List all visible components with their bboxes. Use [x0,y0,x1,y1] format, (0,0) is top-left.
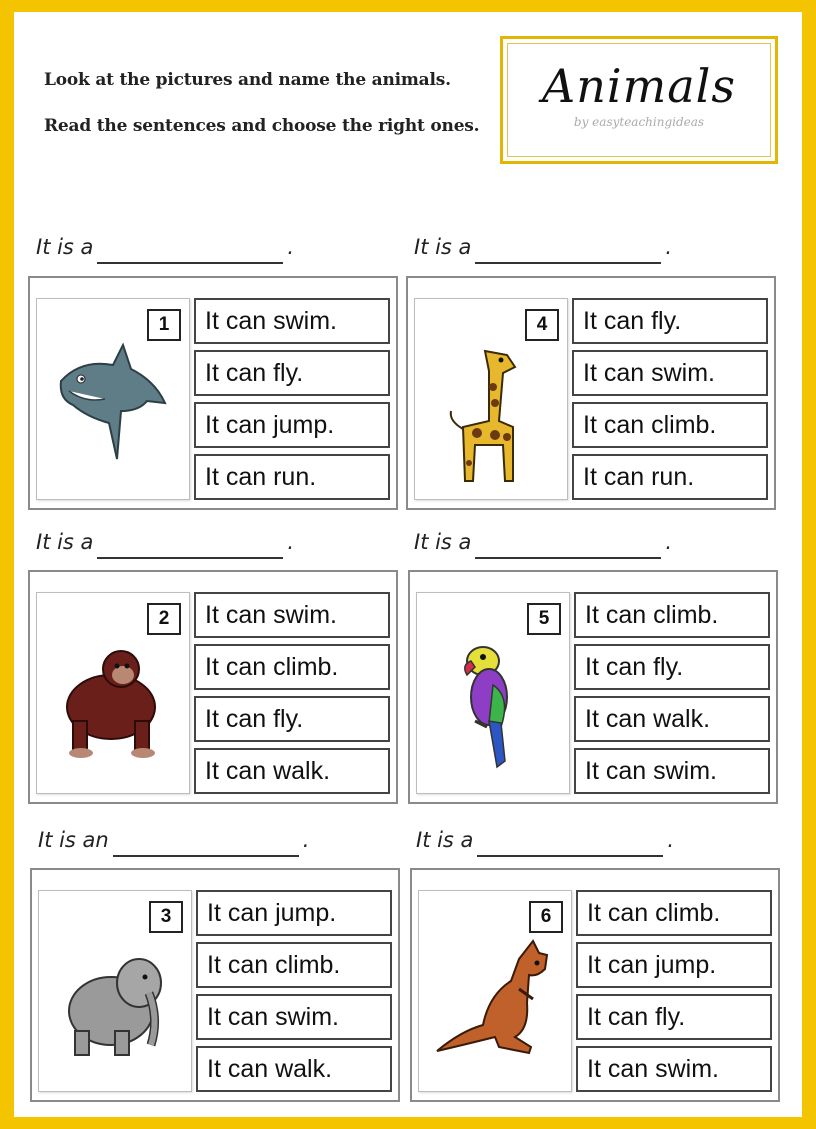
option-box[interactable]: It can run. [194,454,390,500]
answer-blank-2[interactable] [97,533,283,559]
parrot-icon [431,635,557,775]
animal-card-4 [406,276,776,510]
option-box[interactable]: It can jump. [576,942,772,988]
option-box[interactable]: It can walk. [194,748,390,794]
prompt-text: It is a [414,530,472,554]
prompt-text: It is a [36,530,94,554]
option-list [194,592,390,800]
watermark [77,491,157,497]
answer-blank-4[interactable] [475,238,661,264]
option-box[interactable]: It can fly. [572,298,768,344]
picture-panel [414,298,568,500]
title-box [500,36,778,164]
title-byline: by easyteachingideas [573,115,705,129]
gorilla-icon [51,635,177,765]
option-list [196,890,392,1098]
option-box[interactable]: It can walk. [574,696,770,742]
option-box[interactable]: It can swim. [574,748,770,794]
worksheet-title: Animals [542,59,736,113]
answer-prompt-5: It is a . [414,530,672,559]
option-list [574,592,770,800]
answer-blank-1[interactable] [97,238,283,264]
elephant-icon [53,933,179,1063]
option-box[interactable]: It can climb. [574,592,770,638]
worksheet-page [14,12,802,1117]
option-box[interactable]: It can swim. [576,1046,772,1092]
answer-blank-5[interactable] [475,533,661,559]
card-number: 6 [529,901,563,933]
option-list [572,298,768,506]
option-box[interactable]: It can swim. [196,994,392,1040]
instructions [44,70,514,162]
answer-prompt-6: It is a . [416,828,674,857]
option-box[interactable]: It can swim. [572,350,768,396]
card-number: 3 [149,901,183,933]
instruction-choose-sentences: Read the sentences and choose the right ones. [44,116,480,136]
answer-blank-3[interactable] [113,831,299,857]
option-box[interactable]: It can climb. [576,890,772,936]
animal-card-1 [28,276,398,510]
option-box[interactable]: It can fly. [574,644,770,690]
animal-card-5 [408,570,778,804]
option-box[interactable]: It can swim. [194,592,390,638]
shark-icon [51,341,177,471]
answer-prompt-4: It is a . [414,235,672,264]
option-box[interactable]: It can fly. [194,350,390,396]
card-number: 4 [525,309,559,341]
answer-prompt-1: It is a . [36,235,294,264]
instruction-name-animals: Look at the pictures and name the animals. [44,70,451,90]
option-box[interactable]: It can climb. [572,402,768,448]
card-number: 2 [147,603,181,635]
option-box[interactable]: It can swim. [194,298,390,344]
option-box[interactable]: It can fly. [194,696,390,742]
card-number: 5 [527,603,561,635]
picture-panel [36,298,190,500]
option-box[interactable]: It can jump. [194,402,390,448]
giraffe-icon [429,341,555,491]
option-box[interactable]: It can run. [572,454,768,500]
watermark [459,1083,539,1089]
animal-card-2 [28,570,398,804]
answer-blank-6[interactable] [477,831,663,857]
option-list [194,298,390,506]
answer-prompt-3: It is an . [38,828,309,857]
kangaroo-icon [433,933,567,1063]
watermark [77,785,157,791]
option-box[interactable]: It can fly. [576,994,772,1040]
option-box[interactable]: It can climb. [196,942,392,988]
prompt-text: It is a [36,235,94,259]
animal-card-3 [30,868,400,1102]
animal-card-6 [410,868,780,1102]
prompt-text: It is an [38,828,109,852]
option-list [576,890,772,1098]
prompt-text: It is a [414,235,472,259]
option-box[interactable]: It can climb. [194,644,390,690]
picture-panel [38,890,192,1092]
watermark [455,491,535,497]
option-box[interactable]: It can walk. [196,1046,392,1092]
picture-panel [416,592,570,794]
prompt-text: It is a [416,828,474,852]
card-number: 1 [147,309,181,341]
option-box[interactable]: It can jump. [196,890,392,936]
picture-panel [418,890,572,1092]
picture-panel [36,592,190,794]
answer-prompt-2: It is a . [36,530,294,559]
watermark [79,1083,159,1089]
watermark [457,785,537,791]
